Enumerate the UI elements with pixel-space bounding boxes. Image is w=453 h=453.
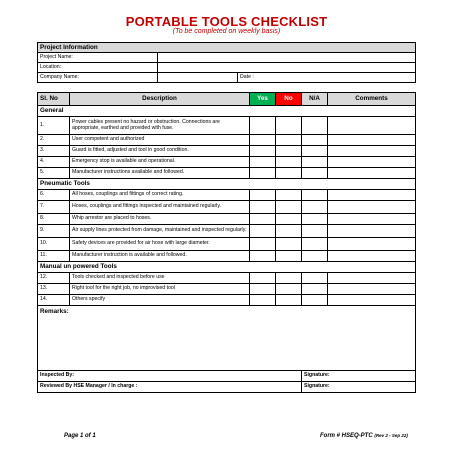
checklist-row	[38, 146, 416, 157]
inspected-by-field[interactable]	[38, 371, 302, 382]
col-no: No	[276, 93, 302, 106]
col-comments: Comments	[328, 93, 416, 106]
yes-cell[interactable]	[250, 157, 276, 168]
item-description: Others specify	[70, 295, 250, 306]
checklist-row	[38, 201, 416, 214]
no-cell[interactable]	[276, 225, 302, 238]
no-cell[interactable]	[276, 190, 302, 201]
item-description: Air supply lines protected from damage, maintained and inspected regularly.	[70, 225, 250, 238]
item-description: Manufacturer instructions available and followed.	[70, 168, 250, 179]
item-number: 7.	[38, 201, 70, 214]
column-header-row	[38, 93, 416, 106]
item-number: 8.	[38, 214, 70, 225]
section-title: Manual un powered Tools	[38, 262, 416, 273]
yes-cell[interactable]	[250, 168, 276, 179]
na-cell[interactable]	[302, 117, 328, 135]
comments-cell[interactable]	[328, 251, 416, 262]
section-title: Pneumatic Tools	[38, 179, 416, 190]
item-description: Guard is fitted, adjusted and tool in good condition.	[70, 146, 250, 157]
item-number: 4.	[38, 157, 70, 168]
checklist-row	[38, 225, 416, 238]
item-number: 12.	[38, 273, 70, 284]
comments-cell[interactable]	[328, 190, 416, 201]
remarks-box[interactable]	[38, 306, 416, 371]
item-description: Manufacturer instruction is available and followed.	[70, 251, 250, 262]
item-number: 9.	[38, 225, 70, 238]
reviewed-by-label: Reviewed By HSE Manager / In charge :	[40, 383, 138, 390]
item-number: 6.	[38, 190, 70, 201]
remarks-label: Remarks:	[40, 308, 69, 315]
reviewed-signature-field[interactable]	[302, 382, 416, 393]
signature-label: Signature:	[304, 372, 330, 379]
item-description: All hoses, couplings and fittings of correct rating.	[70, 190, 250, 201]
yes-cell[interactable]	[250, 251, 276, 262]
comments-cell[interactable]	[328, 284, 416, 295]
item-number: 3.	[38, 146, 70, 157]
no-cell[interactable]	[276, 168, 302, 179]
yes-cell[interactable]	[250, 238, 276, 251]
na-cell[interactable]	[302, 146, 328, 157]
item-description: User competent and authorized	[70, 135, 250, 146]
yes-cell[interactable]	[250, 214, 276, 225]
checklist-row	[38, 117, 416, 135]
yes-cell[interactable]	[250, 146, 276, 157]
checklist-row	[38, 135, 416, 146]
date-label: Date :	[240, 73, 254, 80]
project-name-field[interactable]	[158, 53, 416, 63]
na-cell[interactable]	[302, 284, 328, 295]
form-code: Form # HSEQ-PTC	[320, 433, 373, 439]
comments-cell[interactable]	[328, 168, 416, 179]
item-number: 2.	[38, 135, 70, 146]
section-title: General	[38, 106, 416, 117]
no-cell[interactable]	[276, 214, 302, 225]
page-number: Page 1 of 1	[64, 433, 96, 439]
na-cell[interactable]	[302, 214, 328, 225]
col-description: Description	[70, 93, 250, 106]
yes-cell[interactable]	[250, 225, 276, 238]
na-cell[interactable]	[302, 273, 328, 284]
section-row	[38, 179, 416, 190]
na-cell[interactable]	[302, 251, 328, 262]
yes-cell[interactable]	[250, 284, 276, 295]
no-cell[interactable]	[276, 157, 302, 168]
na-cell[interactable]	[302, 157, 328, 168]
company-name-label: Company Name:	[38, 73, 158, 83]
yes-cell[interactable]	[250, 201, 276, 214]
item-number: 14.	[38, 295, 70, 306]
no-cell[interactable]	[276, 284, 302, 295]
reviewed-by-field[interactable]	[38, 382, 302, 393]
no-cell[interactable]	[276, 251, 302, 262]
item-description: Emergency stop is available and operational.	[70, 157, 250, 168]
checklist-row	[38, 251, 416, 262]
item-description: Safety devices are provided for air hose with large diameter.	[70, 238, 250, 251]
na-cell[interactable]	[302, 225, 328, 238]
section-row	[38, 106, 416, 117]
na-cell[interactable]	[302, 190, 328, 201]
no-cell[interactable]	[276, 201, 302, 214]
item-description: Right tool for the right job, no improvised tool	[70, 284, 250, 295]
item-description: Whip arrestor are placed to hoses.	[70, 214, 250, 225]
na-cell[interactable]	[302, 168, 328, 179]
item-number: 11.	[38, 251, 70, 262]
signature-label: Signature:	[304, 383, 330, 390]
col-sl-no: Sl. No	[38, 93, 70, 106]
yes-cell[interactable]	[250, 135, 276, 146]
comments-cell[interactable]	[328, 238, 416, 251]
project-info-table	[37, 42, 416, 83]
item-description: Tools checked and inspected before use	[70, 273, 250, 284]
inspected-by-label: Inspected By:	[40, 372, 75, 379]
yes-cell[interactable]	[250, 117, 276, 135]
form-revision: (Rev 2 - Sep 22)	[374, 433, 408, 438]
no-cell[interactable]	[276, 295, 302, 306]
item-description: Power cables present no hazard or obstruction. Connections are appropriate, earthed and provided with fuse.	[70, 117, 250, 135]
comments-cell[interactable]	[328, 157, 416, 168]
location-field[interactable]	[158, 63, 416, 73]
section-row	[38, 262, 416, 273]
inspected-signature-field[interactable]	[302, 371, 416, 382]
item-number: 1.	[38, 117, 70, 135]
comments-cell[interactable]	[328, 273, 416, 284]
item-number: 13.	[38, 284, 70, 295]
yes-cell[interactable]	[250, 295, 276, 306]
na-cell[interactable]	[302, 295, 328, 306]
checklist-row	[38, 214, 416, 225]
page-subtitle: (To be completed on weekly basis)	[172, 28, 281, 35]
col-na: N/A	[302, 93, 328, 106]
na-cell[interactable]	[302, 201, 328, 214]
company-name-field[interactable]	[158, 73, 238, 83]
checklist-row	[38, 238, 416, 251]
yes-cell[interactable]	[250, 190, 276, 201]
checklist-row	[38, 295, 416, 306]
no-cell[interactable]	[276, 117, 302, 135]
comments-cell[interactable]	[328, 201, 416, 214]
no-cell[interactable]	[276, 238, 302, 251]
form-number	[320, 433, 408, 439]
col-yes: Yes	[250, 93, 276, 106]
no-cell[interactable]	[276, 146, 302, 157]
project-info-heading: Project Information	[38, 43, 416, 53]
date-field[interactable]	[238, 73, 416, 83]
comments-cell[interactable]	[328, 214, 416, 225]
yes-cell[interactable]	[250, 273, 276, 284]
item-number: 5.	[38, 168, 70, 179]
checklist-row	[38, 284, 416, 295]
page-title: PORTABLE TOOLS CHECKLIST	[125, 14, 328, 29]
comments-cell[interactable]	[328, 117, 416, 135]
no-cell[interactable]	[276, 273, 302, 284]
checklist-table	[37, 92, 416, 393]
item-number: 10.	[38, 238, 70, 251]
comments-cell[interactable]	[328, 225, 416, 238]
comments-cell[interactable]	[328, 146, 416, 157]
checklist-row	[38, 190, 416, 201]
project-name-label: Project Name:	[38, 53, 158, 63]
checklist-row	[38, 273, 416, 284]
location-label: Location:	[38, 63, 158, 73]
na-cell[interactable]	[302, 135, 328, 146]
comments-cell[interactable]	[328, 135, 416, 146]
no-cell[interactable]	[276, 135, 302, 146]
na-cell[interactable]	[302, 238, 328, 251]
checklist-row	[38, 168, 416, 179]
comments-cell[interactable]	[328, 295, 416, 306]
checklist-row	[38, 157, 416, 168]
item-description: Hoses, couplings and fittings inspected and maintained regularly.	[70, 201, 250, 214]
